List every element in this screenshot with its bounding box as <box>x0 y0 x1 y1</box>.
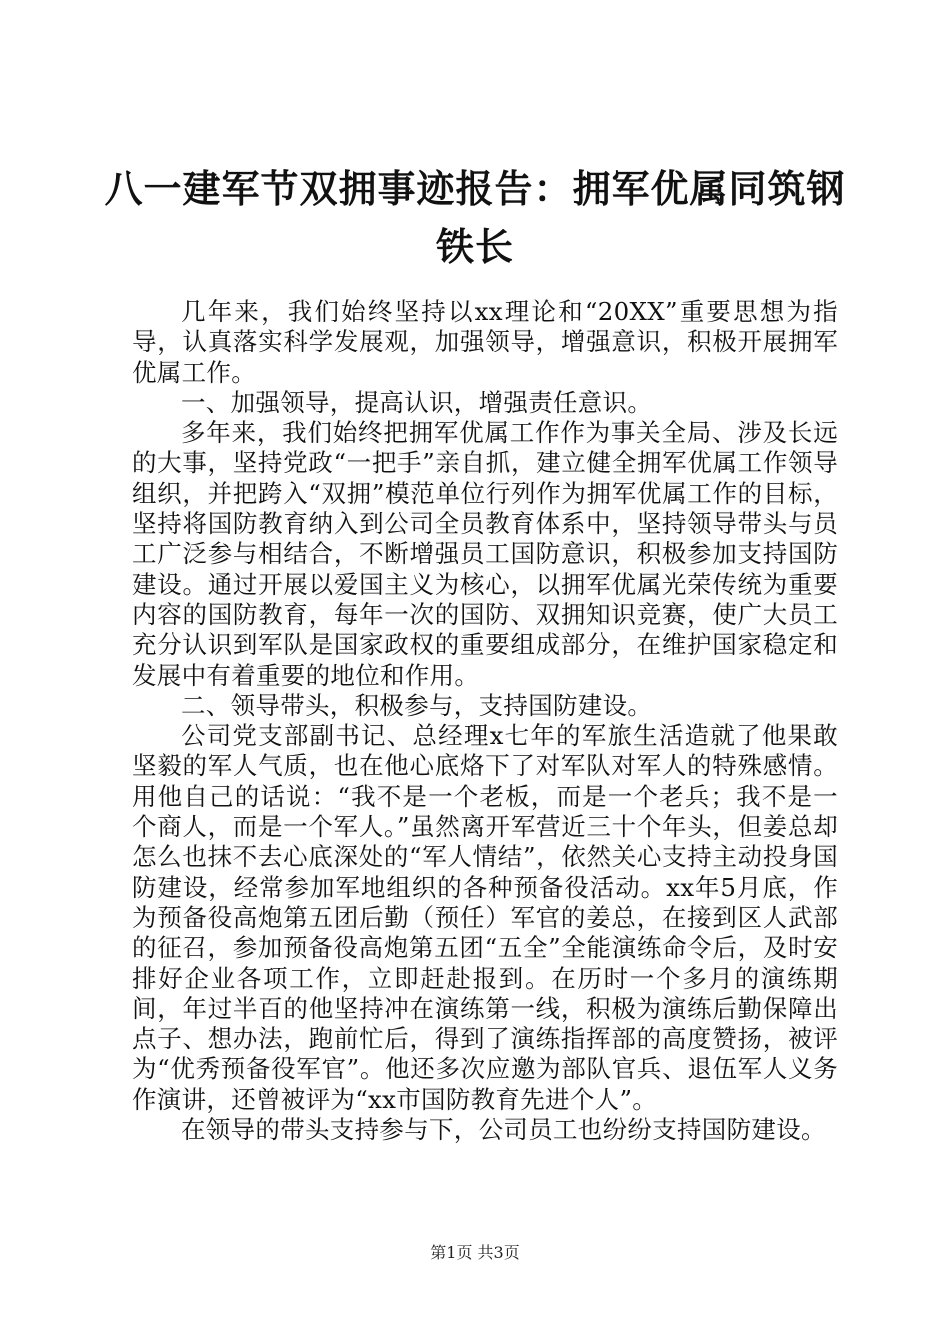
document-title: 八一建军节双拥事迹报告：拥军优属同筑钢铁长 <box>104 166 846 269</box>
paragraph-intro: 几年来，我们始终坚持以xx理论和“20XX”重要思想为指导，认真落实科学发展观，加强领导，增强意识，积极开展拥军优属工作。 <box>132 297 838 387</box>
paragraph-section-2: 公司党支部副书记、总经理x七年的军旅生活造就了他果敢坚毅的军人气质，也在他心底烙下了对军队对军人的特殊感情。用他自己的话说：“我不是一个老板，而是一个老兵；我不是一个商人，而是一个军人。”虽然离开军营近三十个年头，但姜总却怎么也抹不去心底深处的“军人情结”，依然关心支持主动投身国防建设，经常参加军地组织的各种预备役活动。xx年5月底，作为预备役高炮第五团后勤（预任）军官的姜总，在接到区人武部的征召，参加预备役高炮第五团“五全”全能演练命令后，及时安排好企业各项工作，立即赶赴报到。在历时一个多月的演练期间，年过半百的他坚持冲在演练第一线，积极为演练后勤保障出点子、想办法，跑前忙后，得到了演练指挥部的高度赞扬，被评为“优秀预备役军官”。他还多次应邀为部队官兵、退伍军人义务作演讲，还曾被评为“xx市国防教育先进个人”。 <box>132 721 838 1114</box>
section-heading-2: 二、领导带头，积极参与，支持国防建设。 <box>181 690 653 720</box>
page-number-footer: 第1页 共3页 <box>430 1243 520 1262</box>
section-heading-1: 一、加强领导，提高认识，增强责任意识。 <box>181 387 653 417</box>
document-body <box>132 297 838 1145</box>
paragraph-closing: 在领导的带头支持参与下，公司员工也纷纷支持国防建设。 <box>181 1115 826 1145</box>
paragraph-section-1: 多年来，我们始终把拥军优属工作作为事关全局、涉及长远的大事，坚持党政“一把手”亲自抓，建立健全拥军优属工作领导组织，并把跨入“双拥”模范单位行列作为拥军优属工作的目标，坚持将国防教育纳入到公司全员教育体系中，坚持领导带头与员工广泛参与相结合，不断增强员工国防意识，积极参加支持国防建设。通过开展以爱国主义为核心，以拥军优属光荣传统为重要内容的国防教育，每年一次的国防、双拥知识竞赛，使广大员工充分认识到军队是国家政权的重要组成部分，在维护国家稳定和发展中有着重要的地位和作用。 <box>132 418 838 690</box>
